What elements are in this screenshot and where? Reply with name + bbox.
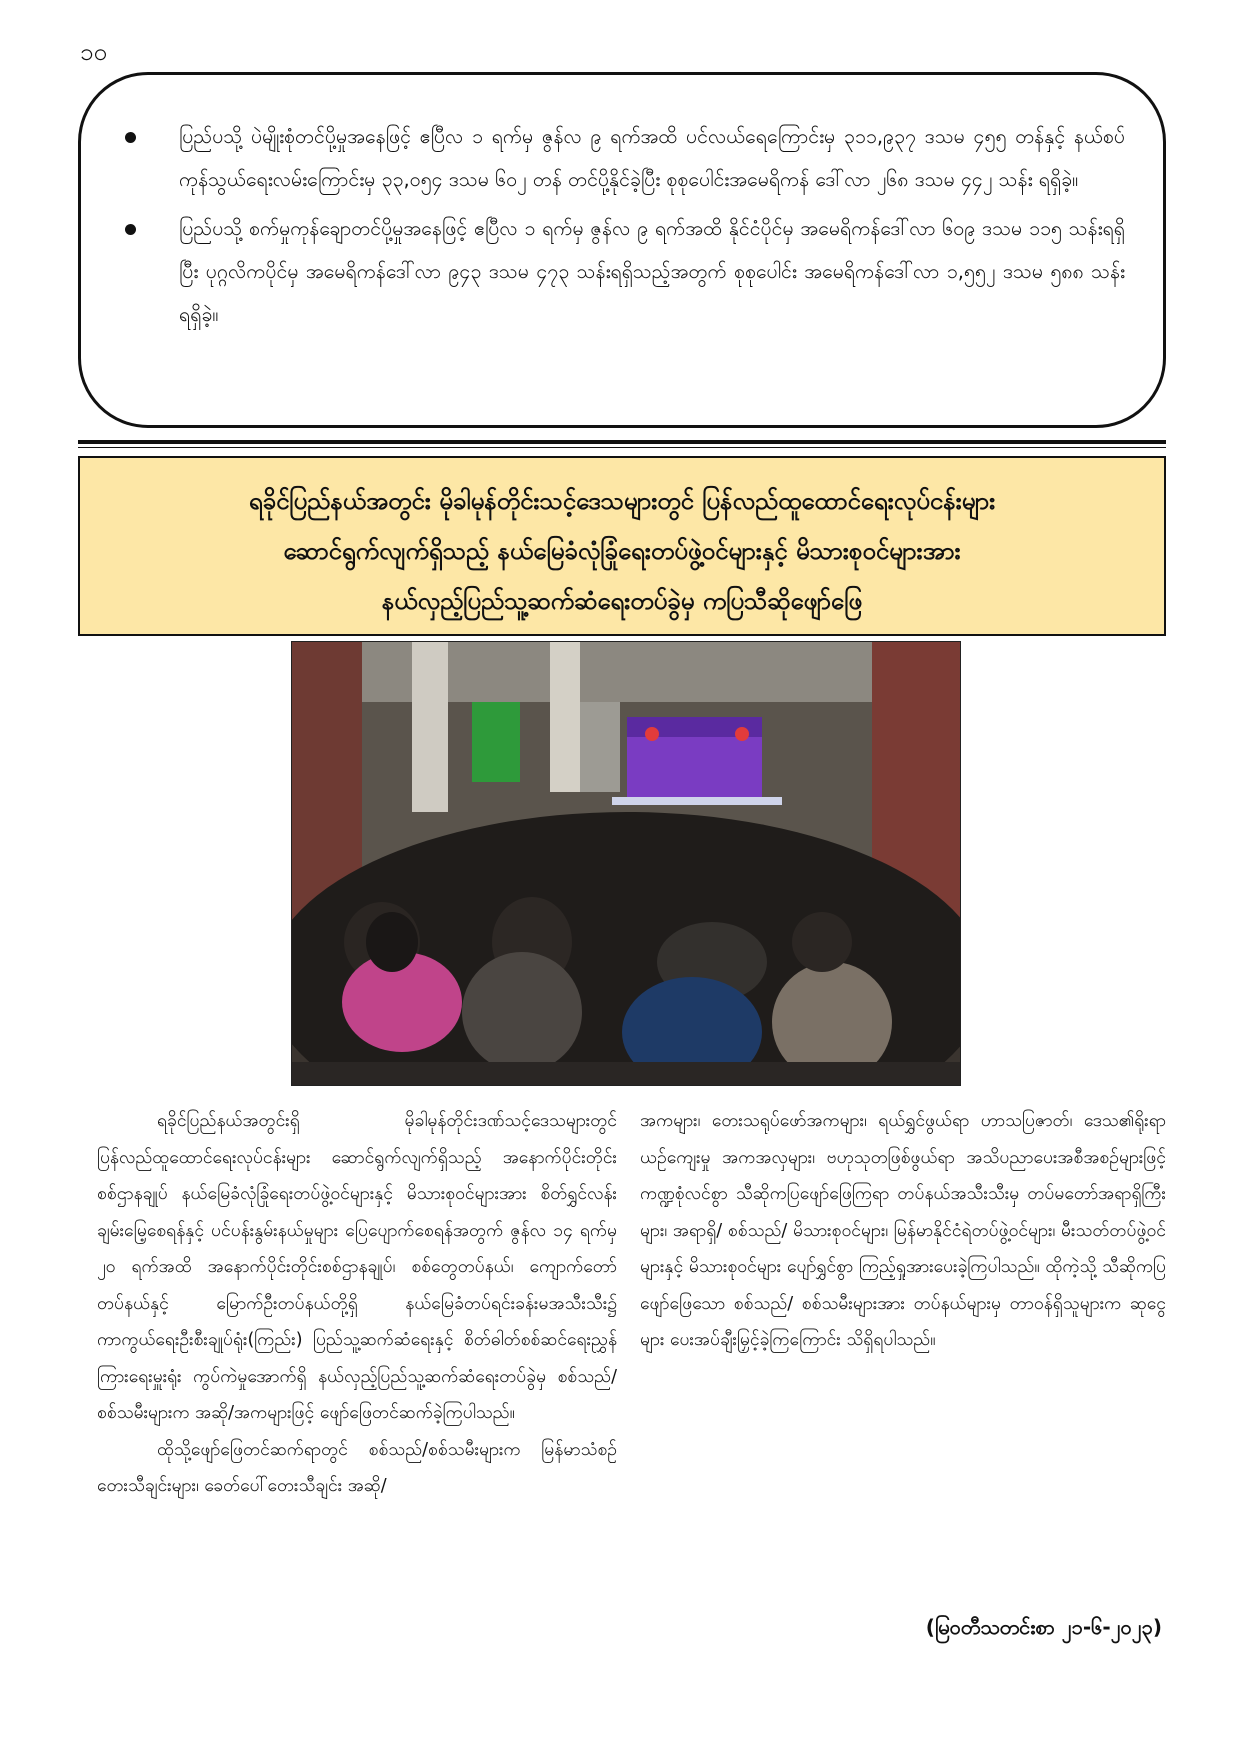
bullet-text: ပြည်ပသို့ ပဲမျိုးစုံတင်ပို့မှုအနေဖြင့် ဧပြီလ ၁ ရက်မှ ဇွန်လ ၉ ရက်အထိ ပင်လယ်ရေကြောင်းမှ ၃၁၁,၉၃၇ ဒသမ ၄၅၅ တန်နှင့် နယ်စပ်ကုန်သွယ်ရေးလမ်းကြောင်းမှ ၃၃,၀၅၄ ဒသမ ၆၀၂ တန် တင်ပို့နိုင်ခဲ့ပြီး စုစုပေါင်းအမေရိကန် ဒေါ်လာ ၂၆၈ ဒသမ ၄၄၂ သန်း ရရှိခဲ့။: [179, 125, 1125, 191]
article-column-right: [640, 1103, 1166, 1359]
bullet-item: [125, 115, 1125, 201]
bullet-text: ပြည်ပသို့ စက်မှုကုန်ချောတင်ပို့မှုအနေဖြင့် ဧပြီလ ၁ ရက်မှ ဇွန်လ ၉ ရက်အထိ နိုင်ငံပိုင်မှ အမေရိကန်ဒေါ်လာ ၆၀၉ ဒသမ ၁၁၅ သန်းရရှိပြီး ပုဂ္ဂလိကပိုင်မှ အမေရိကန်ဒေါ်လာ ၉၄၃ ဒသမ ၄၇၃ သန်းရရှိသည့်အတွက် စုစုပေါင်း အမေရိကန်ဒေါ်လာ ၁,၅၅၂ ဒသမ ၅၈၈ သန်းရရှိခဲ့။: [179, 217, 1125, 326]
article-paragraph: အကများ၊ တေးသရုပ်ဖော်အကများ၊ ရယ်ရွှင်ဖွယ်ရာ ဟာသပြဇာတ်၊ ဒေသ၏ရိုးရာယဉ်ကျေးမှု အကအလှများ၊ ဗဟုသုတဖြစ်ဖွယ်ရာ အသိပညာပေးအစီအစဉ်များဖြင့် ကဏ္ဍစုံလင်စွာ သီဆိုကပြဖျော်ဖြေကြရာ တပ်နယ်အသီးသီးမှ တပ်မတော်အရာရှိကြီးများ၊ အရာရှိ/ စစ်သည်/ မိသားစုဝင်များ၊ မြန်မာနိုင်ငံရဲတပ်ဖွဲ့ဝင်များ၊ မီးသတ်တပ်ဖွဲ့ဝင်များနှင့် မိသားစုဝင်များ ပျော်ရွှင်စွာ ကြည့်ရှုအားပေးခဲ့ကြပါသည်။ ထိုကဲ့သို့ သီဆိုကပြဖျော်ဖြေသော စစ်သည်/ စစ်သမီးများအား တပ်နယ်များမှ တာဝန်ရှိသူများက ဆုငွေများ ပေးအပ်ချီးမြှင့်ခဲ့ကြကြောင်း သိရှိရပါသည်။: [640, 1111, 1166, 1350]
headline-box: [78, 456, 1166, 636]
bullet-item: [125, 207, 1125, 336]
bullet-icon: [125, 224, 136, 235]
bullet-icon: [125, 132, 136, 143]
source-citation: (မြဝတီသတင်းစာ ၂၁-၆-၂၀၂၃): [925, 1615, 1162, 1639]
summary-box: [78, 72, 1166, 428]
event-photo: [291, 641, 961, 1086]
headline-line: ရခိုင်ပြည်နယ်အတွင်း မိုခါမုန်တိုင်းသင့်ဒေသများတွင် ပြန်လည်ထူထောင်ရေးလုပ်ငန်းများ: [248, 487, 996, 515]
headline-line: ဆောင်ရွက်လျက်ရှိသည့် နယ်မြေခံလုံခြုံရေးတပ်ဖွဲ့ဝင်များနှင့် မိသားစုဝင်များအား: [283, 537, 961, 565]
article-column-left: [97, 1103, 617, 1505]
divider: [78, 447, 1166, 448]
article-paragraph: ထိုသို့ဖျော်ဖြေတင်ဆက်ရာတွင် စစ်သည်/စစ်သမီးများက မြန်မာသံစဉ် တေးသီချင်းများ၊ ခေတ်ပေါ်တေးသီချင်း အဆို/: [97, 1439, 617, 1496]
article-paragraph: ရခိုင်ပြည်နယ်အတွင်းရှိ မိုခါမုန်တိုင်းဒဏ်သင့်ဒေသများတွင် ပြန်လည်ထူထောင်ရေးလုပ်ငန်းများ ဆောင်ရွက်လျက်ရှိသည့် အနောက်ပိုင်းတိုင်းစစ်ဌာနချုပ် နယ်မြေခံလုံခြုံရေးတပ်ဖွဲ့ဝင်များနှင့် မိသားစုဝင်များအား စိတ်ရွှင်လန်းချမ်းမြေ့စေရန်နှင့် ပင်ပန်းနွမ်းနယ်မှုများ ပြေပျောက်စေရန်အတွက် ဇွန်လ ၁၄ ရက်မှ ၂၀ ရက်အထိ အနောက်ပိုင်းတိုင်းစစ်ဌာနချုပ်၊ စစ်တွေတပ်နယ်၊ ကျောက်တော်တပ်နယ်နှင့် မြောက်ဦးတပ်နယ်တို့ရှိ နယ်မြေခံတပ်ရင်းခန်းမအသီးသီး၌ ကာကွယ်ရေးဦးစီးချုပ်ရုံး(ကြည်း) ပြည်သူ့ဆက်ဆံရေးနှင့် စိတ်ဓါတ်စစ်ဆင်ရေးညွှန်ကြားရေးမှူးရုံး ကွပ်ကဲမှုအောက်ရှိ နယ်လှည့်ပြည်သူ့ဆက်ဆံရေးတပ်ခွဲမှ စစ်သည်/စစ်သမီးများက အဆို/အကများဖြင့် ဖျော်ဖြေတင်ဆက်ခဲ့ကြပါသည်။: [97, 1111, 617, 1423]
divider: [78, 440, 1166, 444]
headline-line: နယ်လှည့်ပြည်သူ့ဆက်ဆံရေးတပ်ခွဲမှ ကပြသီဆိုဖျော်ဖြေ: [381, 587, 863, 615]
page-number: ၁၀: [80, 38, 107, 66]
